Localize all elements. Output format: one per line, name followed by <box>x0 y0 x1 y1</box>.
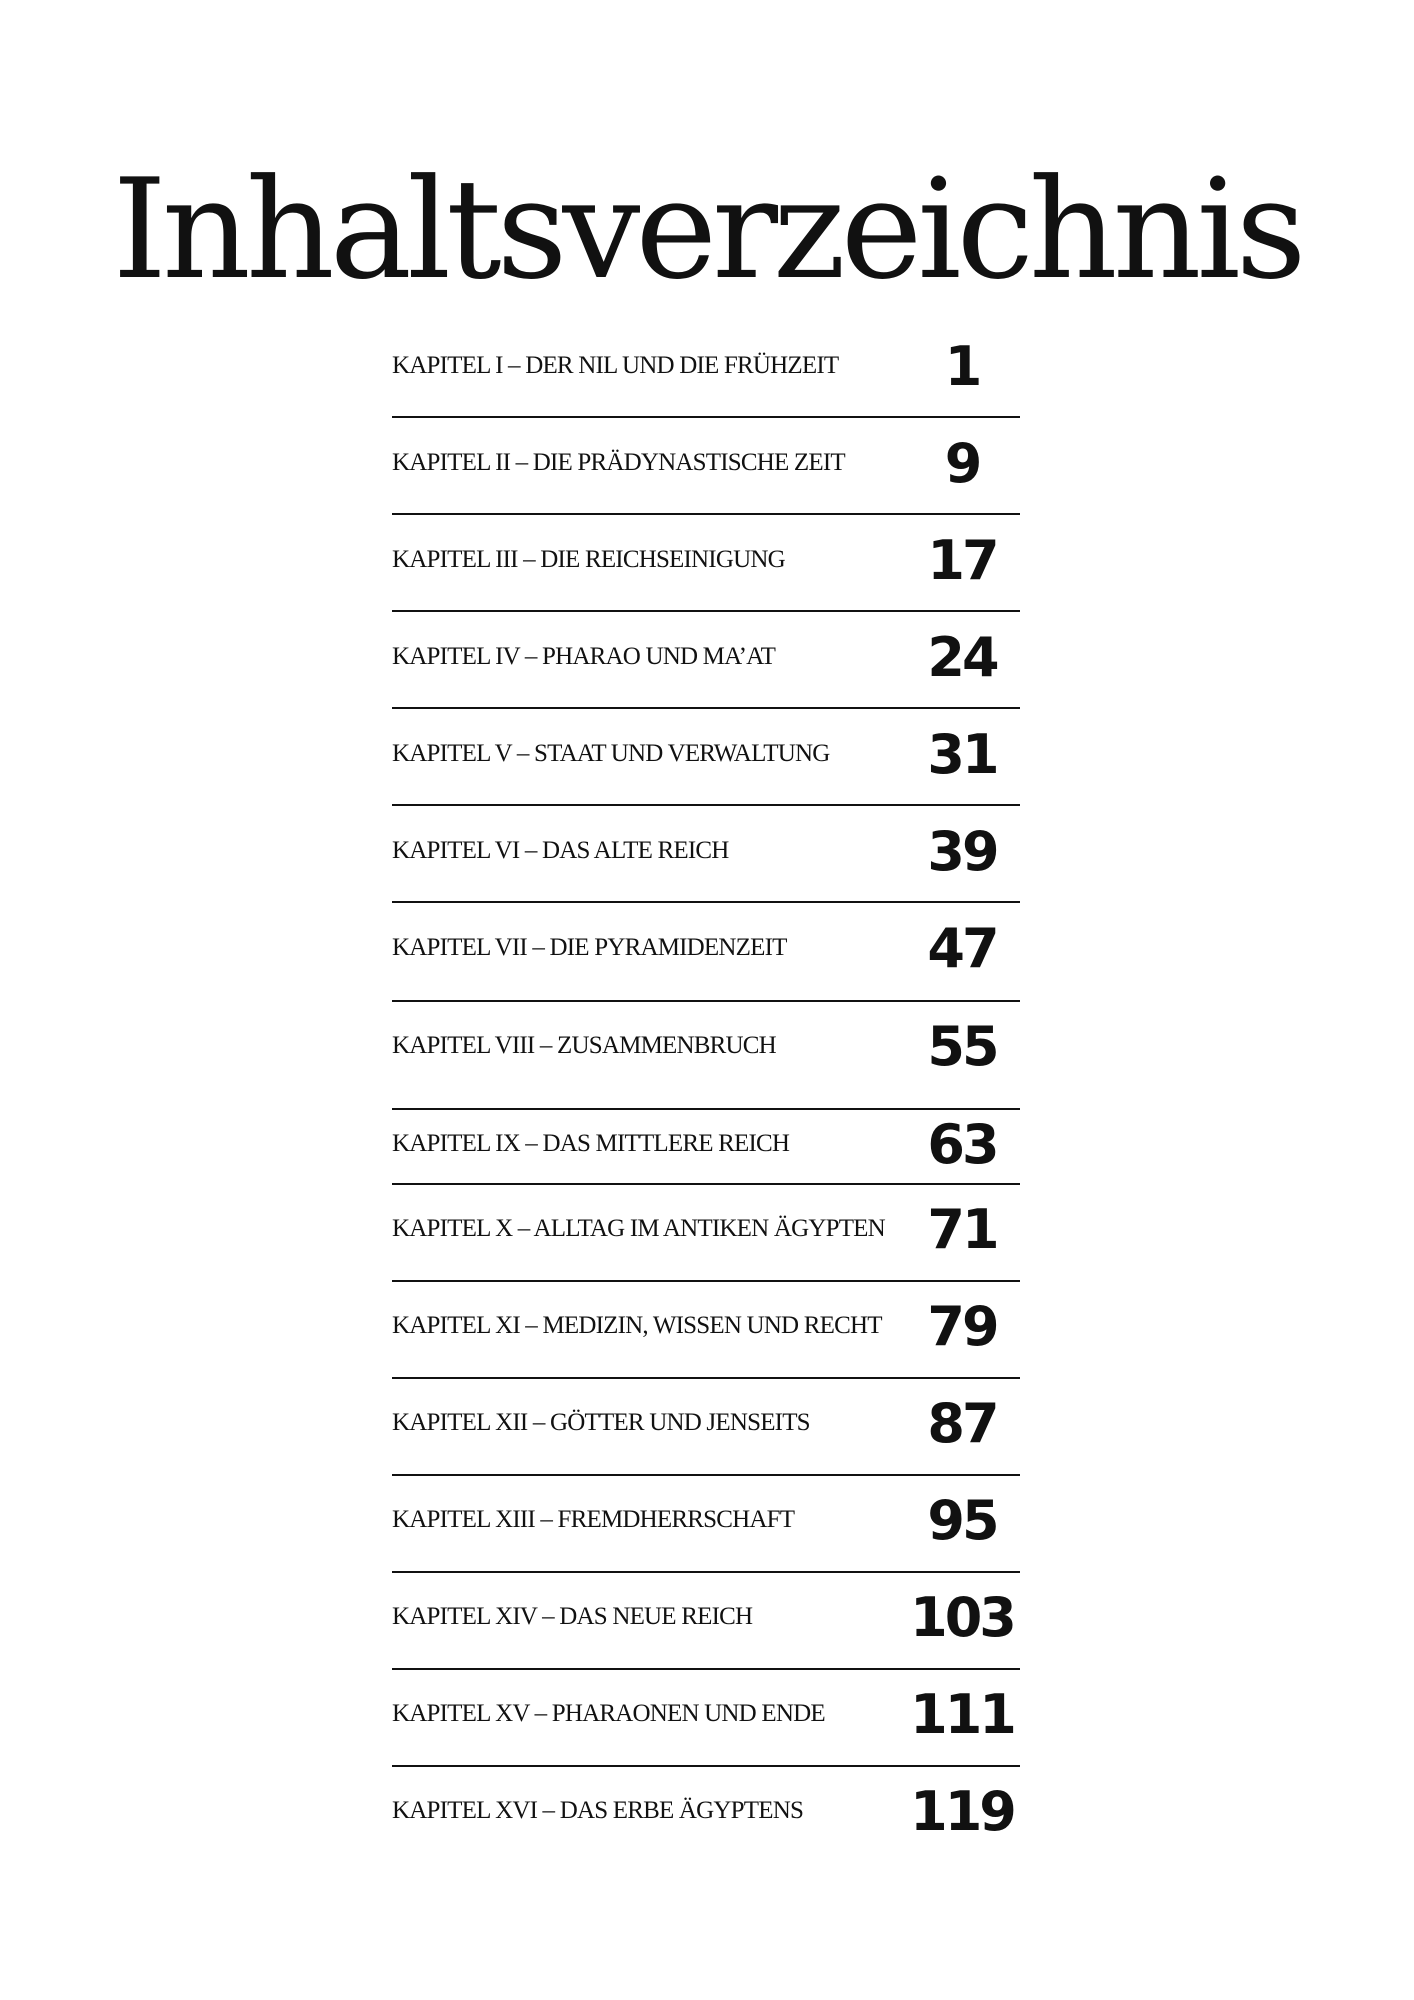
toc-entry-16 <box>392 1770 1020 1866</box>
page-number: 39 <box>927 820 997 883</box>
divider <box>392 1183 1020 1185</box>
chapter-label: KAPITEL II – DIE PRÄDYNASTISCHE ZEIT <box>392 449 845 476</box>
chapter-label: KAPITEL X – ALLTAG IM ANTIKEN ÄGYPTEN <box>392 1215 885 1242</box>
page-number: 17 <box>927 529 997 592</box>
page-number: 79 <box>927 1295 997 1358</box>
toc-entry-9 <box>392 1103 1020 1199</box>
chapter-label: KAPITEL XVI – DAS ERBE ÄGYPTENS <box>392 1797 804 1824</box>
page-number: 71 <box>927 1198 997 1261</box>
divider <box>392 513 1020 515</box>
toc-entry-7 <box>392 907 1020 1003</box>
page-number: 103 <box>910 1586 1014 1649</box>
divider <box>392 416 1020 418</box>
page-number: 87 <box>927 1392 997 1455</box>
chapter-label: KAPITEL VIII – ZUSAMMENBRUCH <box>392 1032 776 1059</box>
page-number: 55 <box>927 1015 997 1078</box>
toc-entry-5 <box>392 713 1020 809</box>
chapter-label: KAPITEL IX – DAS MITTLERE REICH <box>392 1130 790 1157</box>
divider <box>392 1280 1020 1282</box>
toc-entry-8 <box>392 1005 1020 1101</box>
page-number: 31 <box>927 723 997 786</box>
divider <box>392 1765 1020 1767</box>
toc-entry-6 <box>392 810 1020 906</box>
divider <box>392 707 1020 709</box>
page-number: 119 <box>910 1780 1014 1843</box>
divider <box>392 1474 1020 1476</box>
chapter-label: KAPITEL VII – DIE PYRAMIDENZEIT <box>392 934 787 961</box>
chapter-label: KAPITEL III – DIE REICHSEINIGUNG <box>392 546 785 573</box>
page-number: 9 <box>944 432 980 495</box>
chapter-label: KAPITEL VI – DAS ALTE REICH <box>392 837 729 864</box>
toc-entry-3 <box>392 519 1020 615</box>
toc-entry-1 <box>392 325 1020 421</box>
page-number: 63 <box>927 1113 997 1176</box>
page-number: 95 <box>927 1489 997 1552</box>
toc-entry-13 <box>392 1479 1020 1575</box>
divider <box>392 901 1020 903</box>
toc-entry-11 <box>392 1285 1020 1381</box>
chapter-label: KAPITEL XIII – FREMDHERRSCHAFT <box>392 1506 795 1533</box>
divider <box>392 1377 1020 1379</box>
chapter-label: KAPITEL XIV – DAS NEUE REICH <box>392 1603 753 1630</box>
divider <box>392 1000 1020 1002</box>
chapter-label: KAPITEL V – STAAT UND VERWALTUNG <box>392 740 830 767</box>
page-title: Inhaltsverzeichnis <box>112 149 1302 310</box>
toc-entry-12 <box>392 1382 1020 1478</box>
chapter-label: KAPITEL XI – MEDIZIN, WISSEN UND RECHT <box>392 1312 882 1339</box>
page-number: 1 <box>944 335 980 398</box>
divider <box>392 1571 1020 1573</box>
toc-entry-2 <box>392 422 1020 518</box>
chapter-label: KAPITEL XII – GÖTTER UND JENSEITS <box>392 1409 810 1436</box>
toc-entry-10 <box>392 1188 1020 1284</box>
page-number: 111 <box>910 1683 1014 1746</box>
divider <box>392 1668 1020 1670</box>
toc-entry-14 <box>392 1576 1020 1672</box>
chapter-label: KAPITEL XV – PHARAONEN UND ENDE <box>392 1700 825 1727</box>
chapter-label: KAPITEL IV – PHARAO UND MA’AT <box>392 643 776 670</box>
chapter-label: KAPITEL I – DER NIL UND DIE FRÜHZEIT <box>392 352 839 379</box>
page-number: 24 <box>927 626 997 689</box>
page-number: 47 <box>927 917 997 980</box>
toc-entry-4 <box>392 616 1020 712</box>
divider <box>392 804 1020 806</box>
divider <box>392 610 1020 612</box>
toc-entry-15 <box>392 1673 1020 1769</box>
